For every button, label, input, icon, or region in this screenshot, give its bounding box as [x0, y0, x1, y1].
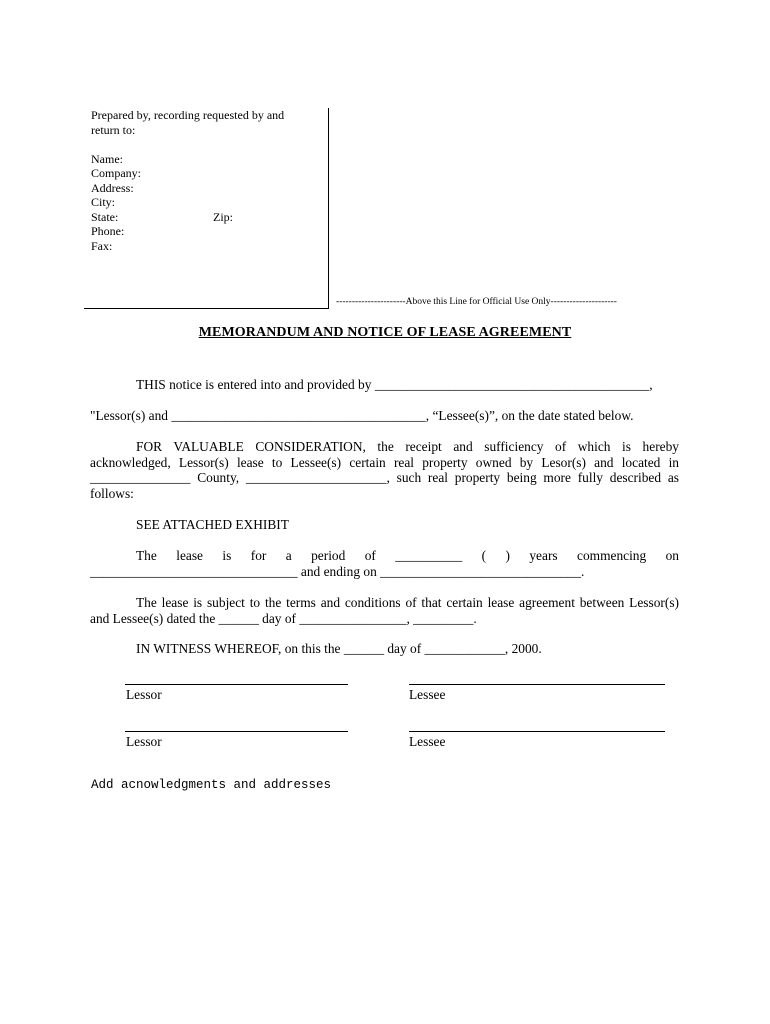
official-use-line: ----------------------Above this Line for Official Use Only---------------------	[336, 297, 617, 307]
witness-clause: IN WITNESS WHEREOF, on this the ______ day of ____________, 2000.	[136, 641, 542, 656]
preparer-zip-label: Zip:	[213, 209, 233, 224]
lessor-label-1: Lessor	[126, 687, 162, 702]
paragraph-notice-provided-by: THIS notice is entered into and provided by _________________________________________,	[136, 377, 653, 392]
preparer-address-label: Address:	[91, 180, 134, 195]
exhibit-reference: SEE ATTACHED EXHIBIT	[136, 517, 289, 532]
paragraph-consideration: FOR VALUABLE CONSIDERATION, the receipt and sufficiency of which is hereby acknowledged, Lessor(s) lease to Lessee(s) certain real property owned by Lesor(s) and located in _______________ County, _____________________, such real property being more fully described as follows:	[90, 439, 679, 501]
preparer-phone-label: Phone:	[91, 224, 125, 238]
preparer-heading-line2: return to:	[91, 122, 136, 137]
preparer-city-label: City:	[91, 195, 116, 209]
paragraph-lessor-lessee: "Lessor(s) and ______________________________________, “Lessee(s)”, on the date stated below.	[90, 408, 634, 423]
preparer-state-label: State:	[91, 209, 119, 224]
lessee-signature-line-2	[409, 731, 665, 732]
paragraph-lease-period-line2: _______________________________ and ending on ______________________________.	[90, 564, 585, 579]
spacer	[91, 137, 321, 152]
preparer-state-zip-row	[91, 210, 321, 225]
preparer-name-label: Name:	[91, 151, 123, 166]
preparer-fax-label: Fax:	[91, 238, 113, 253]
preparer-box-bottom-rule	[84, 308, 328, 309]
preparer-heading-line1: Prepared by, recording requested by and	[91, 108, 285, 122]
lessor-signature-line-1	[125, 684, 348, 685]
document-title: MEMORANDUM AND NOTICE OF LEASE AGREEMENT	[198, 325, 572, 340]
paragraph-lease-terms: The lease is subject to the terms and conditions of that certain lease agreement between Lessor(s) and Lessee(s) dated the ______ day of ________________, _________.	[90, 595, 679, 626]
lessor-signature-line-2	[125, 731, 348, 732]
lessee-label-2: Lessee	[409, 734, 446, 749]
preparer-company-label: Company:	[91, 166, 141, 180]
preparer-box-vertical-rule	[328, 108, 329, 309]
lessee-label-1: Lessee	[409, 687, 446, 702]
lessee-signature-line-1	[409, 684, 665, 685]
preparer-block	[91, 108, 321, 253]
paragraph-lease-period-line1: The lease is for a period of __________ ( ) years commencing on	[136, 548, 679, 563]
lessor-label-2: Lessor	[126, 734, 162, 749]
footer-note: Add acnowledgments and addresses	[91, 778, 332, 792]
